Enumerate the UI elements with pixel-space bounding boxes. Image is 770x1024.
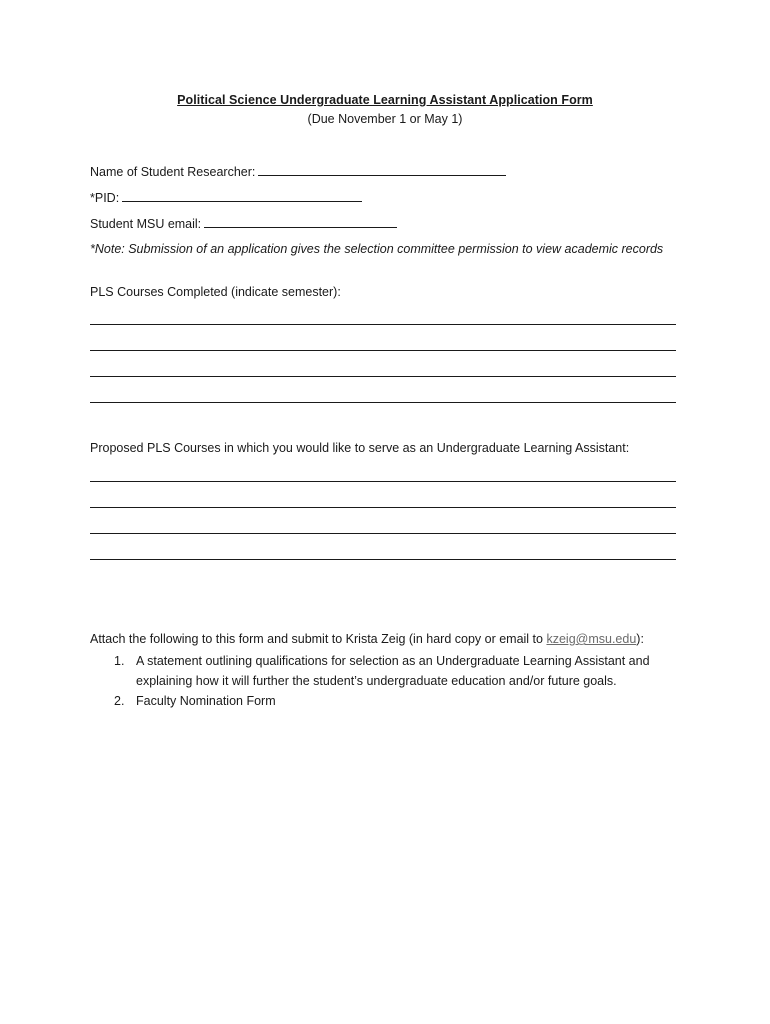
list-item bbox=[90, 691, 690, 711]
list-item-number: 1. bbox=[114, 654, 125, 668]
completed-courses-label: PLS Courses Completed (indicate semester): bbox=[90, 285, 341, 299]
proposed-courses-line[interactable] bbox=[90, 533, 676, 534]
completed-courses-line[interactable] bbox=[90, 402, 676, 403]
records-note: *Note: Submission of an application gives the selection committee permission to view academic records bbox=[90, 242, 664, 256]
proposed-courses-label: Proposed PLS Courses in which you would like to serve as an Undergraduate Learning Assistant: bbox=[90, 441, 630, 455]
student-name-blank[interactable] bbox=[258, 164, 506, 176]
attachment-intro-end: ): bbox=[636, 632, 644, 646]
list-item bbox=[90, 651, 690, 691]
email-label: Student MSU email: bbox=[90, 217, 202, 231]
pid-field bbox=[90, 190, 362, 205]
pid-label: *PID: bbox=[90, 191, 120, 205]
completed-courses-line[interactable] bbox=[90, 350, 676, 351]
email-field bbox=[90, 216, 397, 231]
attachment-intro: Attach the following to this form and submit to Krista Zeig (in hard copy or email to bbox=[90, 632, 547, 646]
list-item-text: explaining how it will further the student’s undergraduate education and/or future goals. bbox=[136, 674, 617, 688]
form-title: Political Science Undergraduate Learning Assistant Application Form bbox=[177, 93, 593, 107]
attachment-instructions bbox=[90, 632, 644, 646]
list-item-number: 2. bbox=[114, 694, 125, 708]
contact-email-link[interactable]: kzeig@msu.edu bbox=[546, 632, 637, 646]
completed-courses-line[interactable] bbox=[90, 376, 676, 377]
attachment-list bbox=[90, 651, 690, 711]
proposed-courses-line[interactable] bbox=[90, 559, 676, 560]
proposed-courses-line[interactable] bbox=[90, 507, 676, 508]
student-name-label: Name of Student Researcher: bbox=[90, 165, 256, 179]
student-name-field bbox=[90, 164, 506, 179]
email-blank[interactable] bbox=[204, 216, 397, 228]
proposed-courses-line[interactable] bbox=[90, 481, 676, 482]
completed-courses-line[interactable] bbox=[90, 324, 676, 325]
form-due-date: (Due November 1 or May 1) bbox=[307, 112, 463, 126]
list-item-text: A statement outlining qualifications for selection as an Undergraduate Learning Assistant and bbox=[136, 654, 650, 668]
list-item-text: Faculty Nomination Form bbox=[136, 694, 276, 708]
pid-blank[interactable] bbox=[122, 190, 362, 202]
